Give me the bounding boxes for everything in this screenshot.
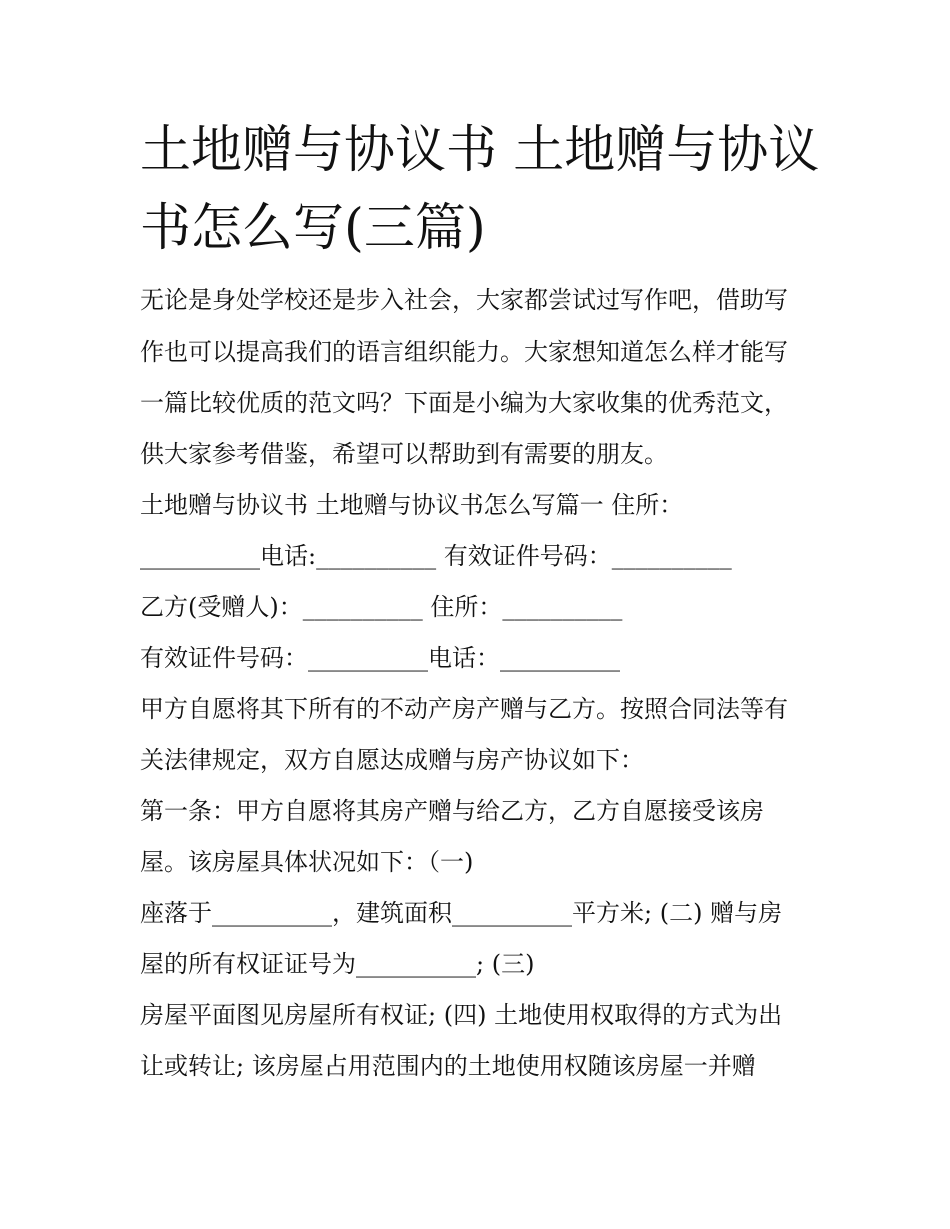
body-line: 甲方自愿将其下所有的不动产房产赠与乙方。按照合同法等有 [140,695,788,723]
body-line: 乙方(受赠人)：__________ 住所：__________ [140,593,623,621]
body-line: 屋。该房屋具体状况如下：（一) [140,848,474,876]
body-line: 土地赠与协议书 土地赠与协议书怎么写篇一 住所： [140,491,684,519]
body-line: 供大家参考借鉴，希望可以帮助到有需要的朋友。 [140,440,668,468]
document-title [140,112,820,268]
title-line: 土地赠与协议书 土地赠与协议 [140,121,820,180]
body-line: 一篇比较优质的范文吗？下面是小编为大家收集的优秀范文， [140,389,788,417]
body-line: 屋的所有权证证号为__________; (三) [140,950,535,978]
body-line: 无论是身处学校还是步入社会，大家都尝试过写作吧，借助写 [140,286,788,314]
body-line: 座落于__________，建筑面积__________平方米; (二) 赠与房 [140,899,783,927]
body-line: 有效证件号码：__________电话：__________ [140,644,620,672]
title-line: 书怎么写(三篇) [140,199,486,258]
body-line: 让或转让; 该房屋占用范围内的土地使用权随该房屋一并赠 [140,1052,756,1080]
body-line: 关法律规定，双方自愿达成赠与房产协议如下： [140,746,644,774]
body-line: 第一条：甲方自愿将其房产赠与给乙方，乙方自愿接受该房 [140,797,764,825]
body-line: 作也可以提高我们的语言组织能力。大家想知道怎么样才能写 [140,338,788,366]
body-line: __________电话:__________ 有效证件号码：__________ [140,542,732,570]
body-line: 房屋平面图见房屋所有权证; (四) 土地使用权取得的方式为出 [140,1001,783,1029]
